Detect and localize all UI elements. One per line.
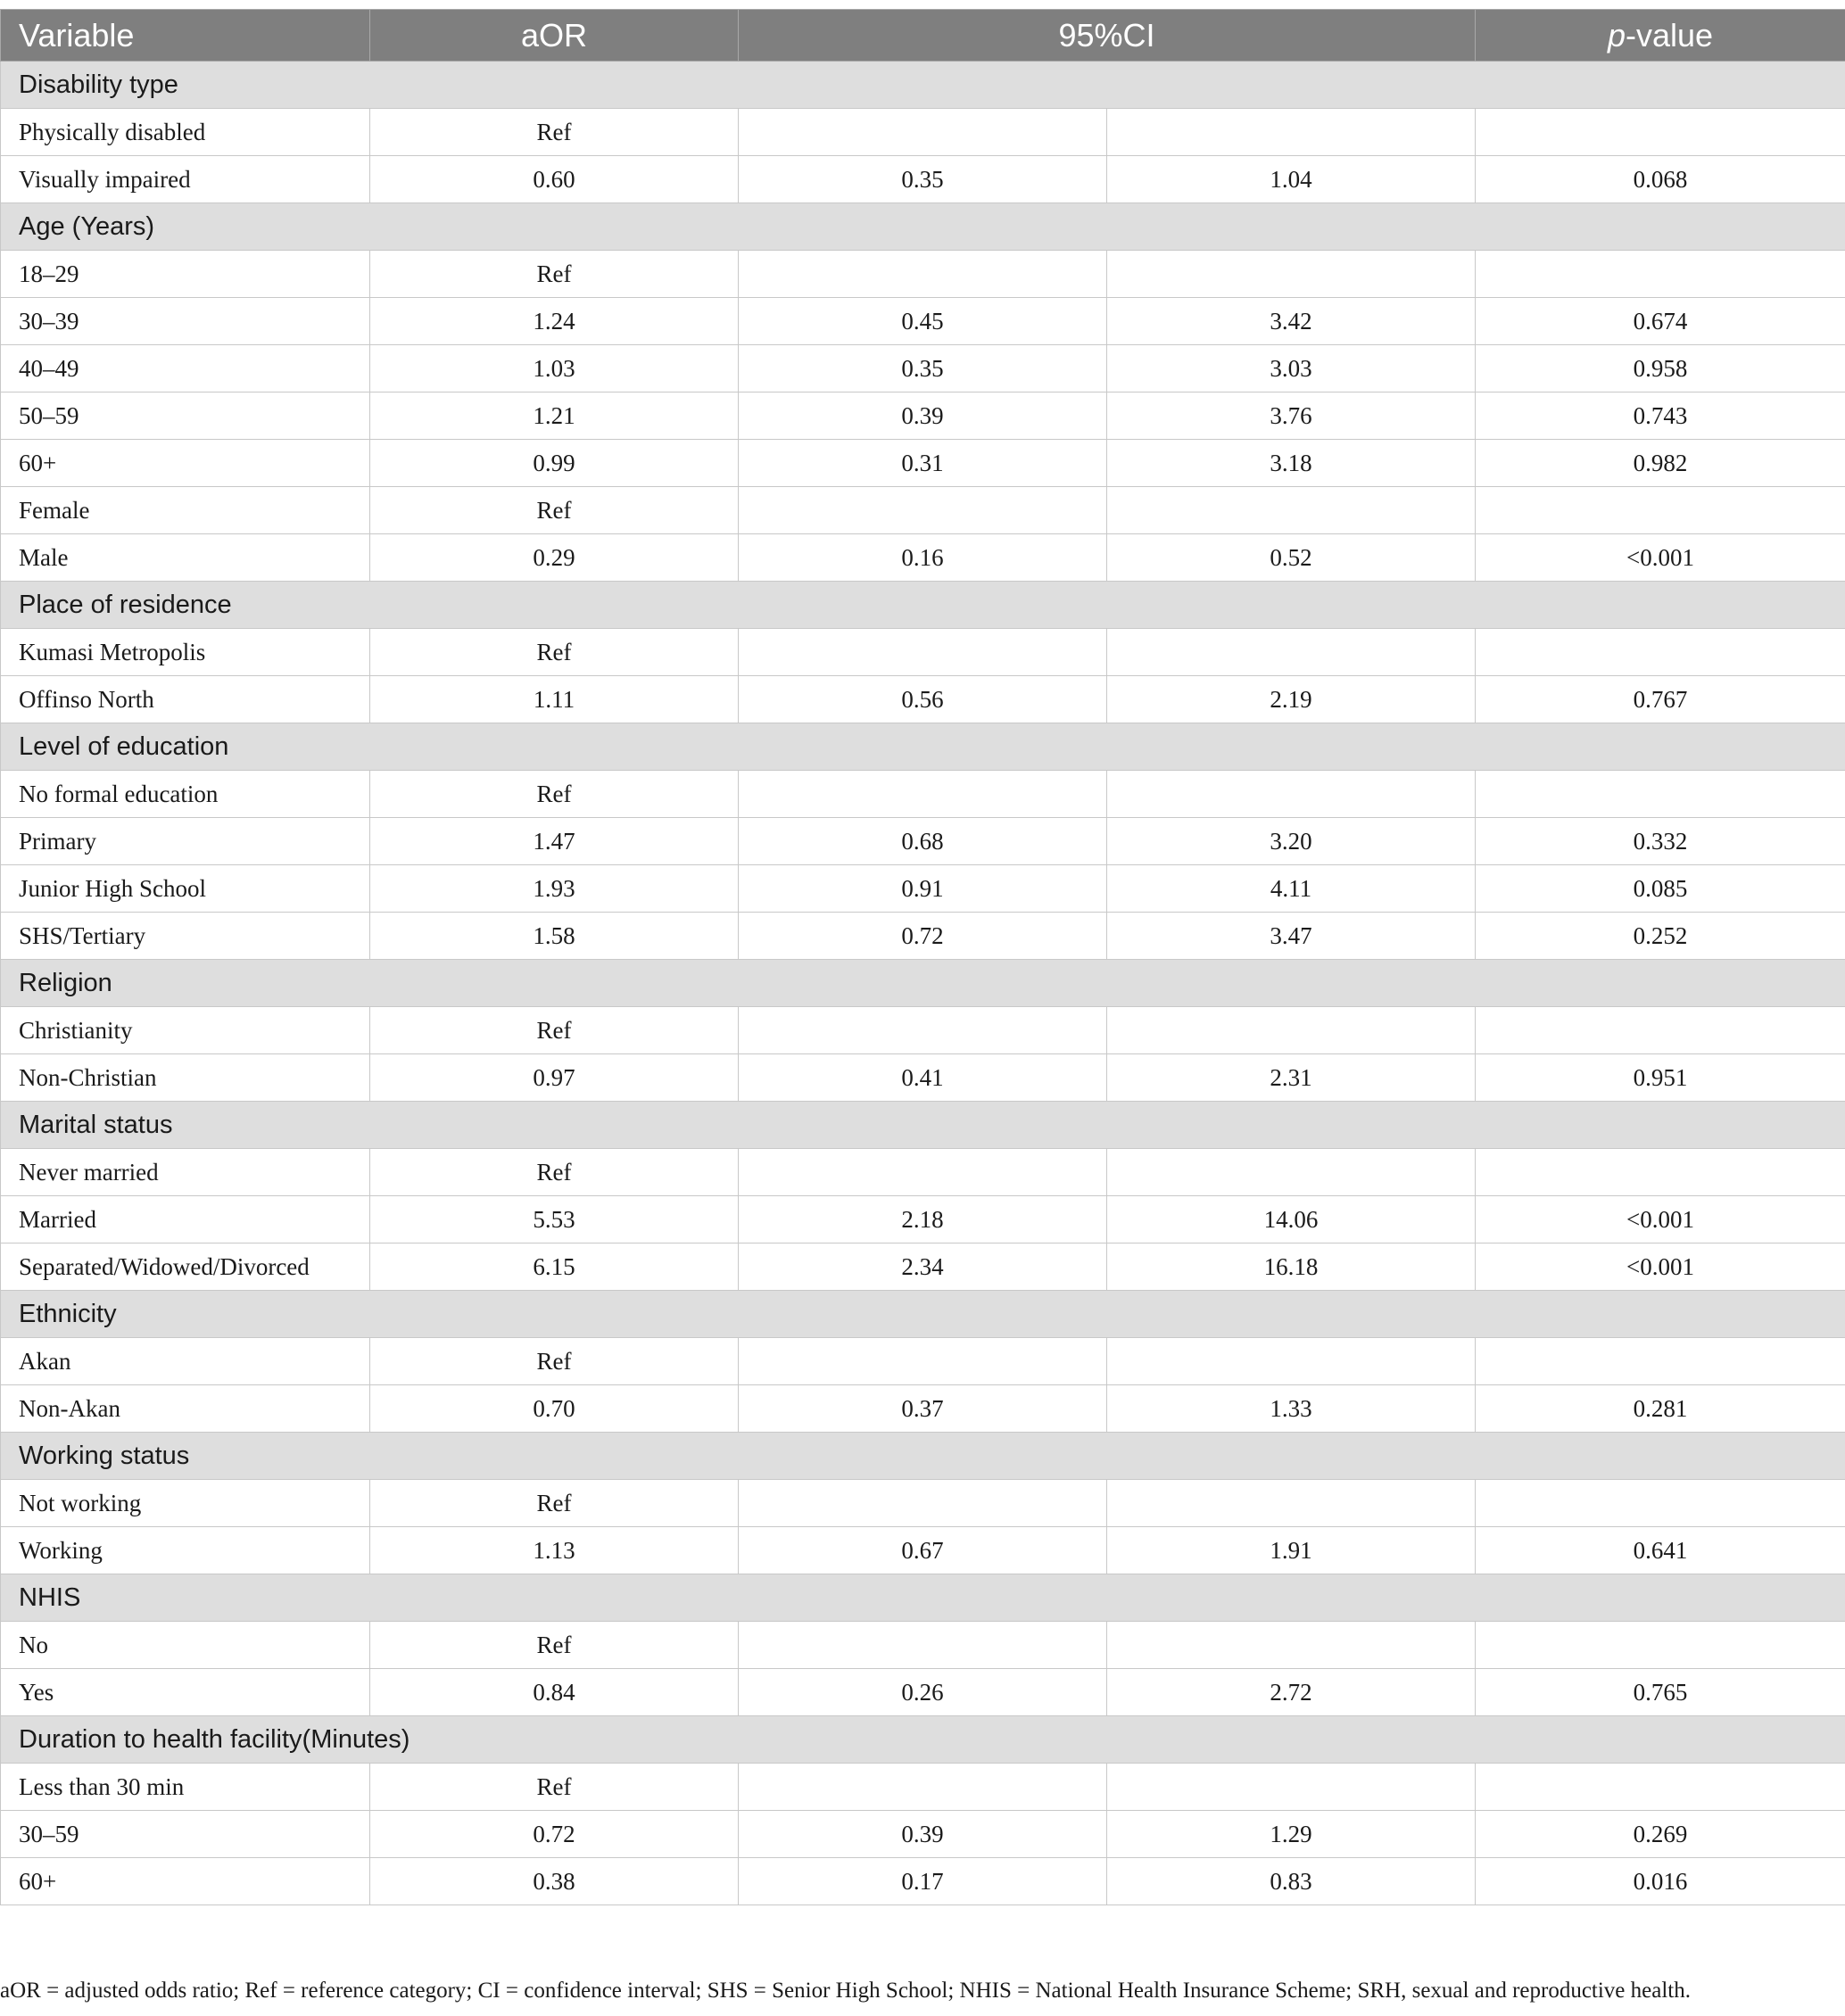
pvalue-cell: 0.068 bbox=[1476, 156, 1845, 203]
aor-cell: Ref bbox=[370, 1007, 739, 1054]
ci-low-cell: 0.72 bbox=[739, 913, 1107, 960]
pvalue-cell: 0.743 bbox=[1476, 392, 1845, 440]
pvalue-cell: 0.767 bbox=[1476, 676, 1845, 723]
section-row bbox=[1, 1433, 1845, 1480]
aor-cell: 0.84 bbox=[370, 1669, 739, 1716]
table-row bbox=[1, 156, 1845, 203]
ci-high-cell: 2.31 bbox=[1107, 1054, 1476, 1102]
row-label: Less than 30 min bbox=[1, 1764, 370, 1811]
section-title: Disability type bbox=[1, 62, 1845, 109]
aor-cell: 1.11 bbox=[370, 676, 739, 723]
section-title: NHIS bbox=[1, 1574, 1845, 1622]
pvalue-cell: 0.252 bbox=[1476, 913, 1845, 960]
header-variable: Variable bbox=[1, 10, 370, 62]
aor-cell: Ref bbox=[370, 109, 739, 156]
ci-high-cell: 0.83 bbox=[1107, 1858, 1476, 1905]
pvalue-cell bbox=[1476, 1338, 1845, 1385]
ci-low-cell: 0.41 bbox=[739, 1054, 1107, 1102]
header-aor: aOR bbox=[370, 10, 739, 62]
aor-cell: Ref bbox=[370, 629, 739, 676]
header-pvalue bbox=[1476, 10, 1845, 62]
header-ci: 95%CI bbox=[739, 10, 1476, 62]
ci-low-cell: 0.91 bbox=[739, 865, 1107, 913]
row-label: No bbox=[1, 1622, 370, 1669]
table-row bbox=[1, 1811, 1845, 1858]
row-label: Primary bbox=[1, 818, 370, 865]
aor-cell: Ref bbox=[370, 1764, 739, 1811]
aor-cell: 1.24 bbox=[370, 298, 739, 345]
section-row bbox=[1, 62, 1845, 109]
table-row bbox=[1, 1243, 1845, 1291]
aor-cell: 1.93 bbox=[370, 865, 739, 913]
row-label: Yes bbox=[1, 1669, 370, 1716]
results-table bbox=[0, 9, 1845, 1905]
aor-cell: 0.99 bbox=[370, 440, 739, 487]
row-label: Male bbox=[1, 534, 370, 582]
ci-high-cell bbox=[1107, 771, 1476, 818]
row-label: SHS/Tertiary bbox=[1, 913, 370, 960]
ci-low-cell: 0.37 bbox=[739, 1385, 1107, 1433]
row-label: 40–49 bbox=[1, 345, 370, 392]
section-title: Ethnicity bbox=[1, 1291, 1845, 1338]
row-label: Christianity bbox=[1, 1007, 370, 1054]
ci-high-cell bbox=[1107, 629, 1476, 676]
aor-cell: 1.58 bbox=[370, 913, 739, 960]
ci-low-cell bbox=[739, 629, 1107, 676]
pvalue-cell bbox=[1476, 1149, 1845, 1196]
section-title: Level of education bbox=[1, 723, 1845, 771]
pvalue-cell: 0.765 bbox=[1476, 1669, 1845, 1716]
ci-high-cell bbox=[1107, 487, 1476, 534]
ci-low-cell: 2.18 bbox=[739, 1196, 1107, 1243]
aor-cell: 5.53 bbox=[370, 1196, 739, 1243]
pvalue-cell: 0.332 bbox=[1476, 818, 1845, 865]
ci-low-cell: 0.17 bbox=[739, 1858, 1107, 1905]
row-label: 50–59 bbox=[1, 392, 370, 440]
header-pvalue-italic: p bbox=[1607, 16, 1626, 54]
row-label: Never married bbox=[1, 1149, 370, 1196]
pvalue-cell: 0.641 bbox=[1476, 1527, 1845, 1574]
pvalue-cell: 0.016 bbox=[1476, 1858, 1845, 1905]
row-label: No formal education bbox=[1, 771, 370, 818]
aor-cell: 0.72 bbox=[370, 1811, 739, 1858]
pvalue-cell: 0.958 bbox=[1476, 345, 1845, 392]
aor-cell: Ref bbox=[370, 487, 739, 534]
section-row bbox=[1, 723, 1845, 771]
row-label: Akan bbox=[1, 1338, 370, 1385]
aor-cell: Ref bbox=[370, 1622, 739, 1669]
table-row bbox=[1, 440, 1845, 487]
pvalue-cell: 0.085 bbox=[1476, 865, 1845, 913]
section-title: Religion bbox=[1, 960, 1845, 1007]
aor-cell: Ref bbox=[370, 251, 739, 298]
table-row bbox=[1, 865, 1845, 913]
table-row bbox=[1, 487, 1845, 534]
table-row bbox=[1, 1527, 1845, 1574]
ci-high-cell: 0.52 bbox=[1107, 534, 1476, 582]
table-body bbox=[1, 62, 1845, 1905]
aor-cell: 0.38 bbox=[370, 1858, 739, 1905]
ci-low-cell bbox=[739, 1149, 1107, 1196]
section-row bbox=[1, 582, 1845, 629]
ci-low-cell bbox=[739, 109, 1107, 156]
ci-low-cell bbox=[739, 251, 1107, 298]
row-label: Married bbox=[1, 1196, 370, 1243]
ci-low-cell bbox=[739, 1338, 1107, 1385]
table-row bbox=[1, 1385, 1845, 1433]
pvalue-cell: 0.674 bbox=[1476, 298, 1845, 345]
table-row bbox=[1, 1007, 1845, 1054]
ci-low-cell: 0.39 bbox=[739, 392, 1107, 440]
row-label: 30–59 bbox=[1, 1811, 370, 1858]
pvalue-cell: 0.951 bbox=[1476, 1054, 1845, 1102]
aor-cell: Ref bbox=[370, 771, 739, 818]
ci-low-cell bbox=[739, 771, 1107, 818]
ci-high-cell bbox=[1107, 1764, 1476, 1811]
ci-high-cell: 3.18 bbox=[1107, 440, 1476, 487]
section-row bbox=[1, 960, 1845, 1007]
aor-cell: 0.97 bbox=[370, 1054, 739, 1102]
aor-cell: 0.60 bbox=[370, 156, 739, 203]
row-label: 30–39 bbox=[1, 298, 370, 345]
table-row bbox=[1, 298, 1845, 345]
ci-low-cell: 0.67 bbox=[739, 1527, 1107, 1574]
ci-high-cell bbox=[1107, 109, 1476, 156]
ci-low-cell bbox=[739, 1480, 1107, 1527]
ci-high-cell: 2.72 bbox=[1107, 1669, 1476, 1716]
section-title: Place of residence bbox=[1, 582, 1845, 629]
pvalue-cell bbox=[1476, 629, 1845, 676]
row-label: Female bbox=[1, 487, 370, 534]
ci-high-cell: 1.04 bbox=[1107, 156, 1476, 203]
header-pvalue-rest: -value bbox=[1625, 16, 1714, 54]
row-label: Kumasi Metropolis bbox=[1, 629, 370, 676]
ci-low-cell: 2.34 bbox=[739, 1243, 1107, 1291]
row-label: Separated/Widowed/Divorced bbox=[1, 1243, 370, 1291]
table-row bbox=[1, 676, 1845, 723]
ci-high-cell bbox=[1107, 1007, 1476, 1054]
pvalue-cell: <0.001 bbox=[1476, 1196, 1845, 1243]
table-row bbox=[1, 1054, 1845, 1102]
row-label: 60+ bbox=[1, 1858, 370, 1905]
section-title: Working status bbox=[1, 1433, 1845, 1480]
aor-cell: 1.13 bbox=[370, 1527, 739, 1574]
pvalue-cell bbox=[1476, 487, 1845, 534]
section-row bbox=[1, 1102, 1845, 1149]
table-row bbox=[1, 1622, 1845, 1669]
ci-high-cell bbox=[1107, 1338, 1476, 1385]
row-label: Non-Christian bbox=[1, 1054, 370, 1102]
table-row bbox=[1, 251, 1845, 298]
table-row bbox=[1, 1858, 1845, 1905]
ci-high-cell: 16.18 bbox=[1107, 1243, 1476, 1291]
ci-high-cell bbox=[1107, 1480, 1476, 1527]
ci-low-cell: 0.56 bbox=[739, 676, 1107, 723]
table-row bbox=[1, 1669, 1845, 1716]
aor-cell: 0.29 bbox=[370, 534, 739, 582]
ci-high-cell bbox=[1107, 251, 1476, 298]
table-row bbox=[1, 345, 1845, 392]
ci-high-cell: 1.29 bbox=[1107, 1811, 1476, 1858]
table-row bbox=[1, 1149, 1845, 1196]
ci-high-cell bbox=[1107, 1149, 1476, 1196]
ci-low-cell bbox=[739, 1622, 1107, 1669]
aor-cell: 1.21 bbox=[370, 392, 739, 440]
section-title: Duration to health facility(Minutes) bbox=[1, 1716, 1845, 1764]
pvalue-cell bbox=[1476, 109, 1845, 156]
header-row bbox=[1, 10, 1845, 62]
ci-low-cell: 0.68 bbox=[739, 818, 1107, 865]
ci-high-cell: 3.76 bbox=[1107, 392, 1476, 440]
pvalue-cell: <0.001 bbox=[1476, 1243, 1845, 1291]
row-label: 18–29 bbox=[1, 251, 370, 298]
table-footnote: aOR = adjusted odds ratio; Ref = reference category; CI = confidence interval; SHS = Senior High School; NHIS = National Health Insurance Scheme; SRH, sexual and reproductive health. bbox=[0, 1979, 1691, 2003]
row-label: 60+ bbox=[1, 440, 370, 487]
pvalue-cell bbox=[1476, 771, 1845, 818]
row-label: Junior High School bbox=[1, 865, 370, 913]
ci-high-cell bbox=[1107, 1622, 1476, 1669]
table-row bbox=[1, 818, 1845, 865]
pvalue-cell: 0.982 bbox=[1476, 440, 1845, 487]
row-label: Non-Akan bbox=[1, 1385, 370, 1433]
ci-high-cell: 1.33 bbox=[1107, 1385, 1476, 1433]
ci-low-cell bbox=[739, 487, 1107, 534]
table-row bbox=[1, 1338, 1845, 1385]
pvalue-cell: <0.001 bbox=[1476, 534, 1845, 582]
pvalue-cell: 0.281 bbox=[1476, 1385, 1845, 1433]
table-row bbox=[1, 1196, 1845, 1243]
table-row bbox=[1, 392, 1845, 440]
aor-cell: Ref bbox=[370, 1338, 739, 1385]
table-row bbox=[1, 534, 1845, 582]
ci-low-cell bbox=[739, 1764, 1107, 1811]
ci-low-cell: 0.35 bbox=[739, 345, 1107, 392]
ci-high-cell: 3.20 bbox=[1107, 818, 1476, 865]
aor-cell: 1.03 bbox=[370, 345, 739, 392]
table-row bbox=[1, 629, 1845, 676]
aor-cell: Ref bbox=[370, 1480, 739, 1527]
row-label: Physically disabled bbox=[1, 109, 370, 156]
section-title: Age (Years) bbox=[1, 203, 1845, 251]
table-row bbox=[1, 913, 1845, 960]
ci-low-cell: 0.31 bbox=[739, 440, 1107, 487]
ci-high-cell: 1.91 bbox=[1107, 1527, 1476, 1574]
aor-cell: Ref bbox=[370, 1149, 739, 1196]
table-row bbox=[1, 1480, 1845, 1527]
row-label: Visually impaired bbox=[1, 156, 370, 203]
ci-high-cell: 4.11 bbox=[1107, 865, 1476, 913]
ci-high-cell: 3.42 bbox=[1107, 298, 1476, 345]
ci-low-cell: 0.35 bbox=[739, 156, 1107, 203]
table-row bbox=[1, 771, 1845, 818]
pvalue-cell bbox=[1476, 1480, 1845, 1527]
ci-low-cell: 0.26 bbox=[739, 1669, 1107, 1716]
pvalue-cell bbox=[1476, 1622, 1845, 1669]
section-row bbox=[1, 1716, 1845, 1764]
aor-cell: 0.70 bbox=[370, 1385, 739, 1433]
aor-cell: 6.15 bbox=[370, 1243, 739, 1291]
ci-high-cell: 3.47 bbox=[1107, 913, 1476, 960]
pvalue-cell bbox=[1476, 251, 1845, 298]
pvalue-cell bbox=[1476, 1764, 1845, 1811]
pvalue-cell bbox=[1476, 1007, 1845, 1054]
row-label: Offinso North bbox=[1, 676, 370, 723]
ci-low-cell bbox=[739, 1007, 1107, 1054]
aor-cell: 1.47 bbox=[370, 818, 739, 865]
section-row bbox=[1, 1291, 1845, 1338]
section-row bbox=[1, 1574, 1845, 1622]
table-row bbox=[1, 1764, 1845, 1811]
row-label: Working bbox=[1, 1527, 370, 1574]
ci-low-cell: 0.16 bbox=[739, 534, 1107, 582]
ci-high-cell: 3.03 bbox=[1107, 345, 1476, 392]
ci-high-cell: 2.19 bbox=[1107, 676, 1476, 723]
ci-high-cell: 14.06 bbox=[1107, 1196, 1476, 1243]
row-label: Not working bbox=[1, 1480, 370, 1527]
pvalue-cell: 0.269 bbox=[1476, 1811, 1845, 1858]
ci-low-cell: 0.45 bbox=[739, 298, 1107, 345]
ci-low-cell: 0.39 bbox=[739, 1811, 1107, 1858]
section-title: Marital status bbox=[1, 1102, 1845, 1149]
section-row bbox=[1, 203, 1845, 251]
table-row bbox=[1, 109, 1845, 156]
